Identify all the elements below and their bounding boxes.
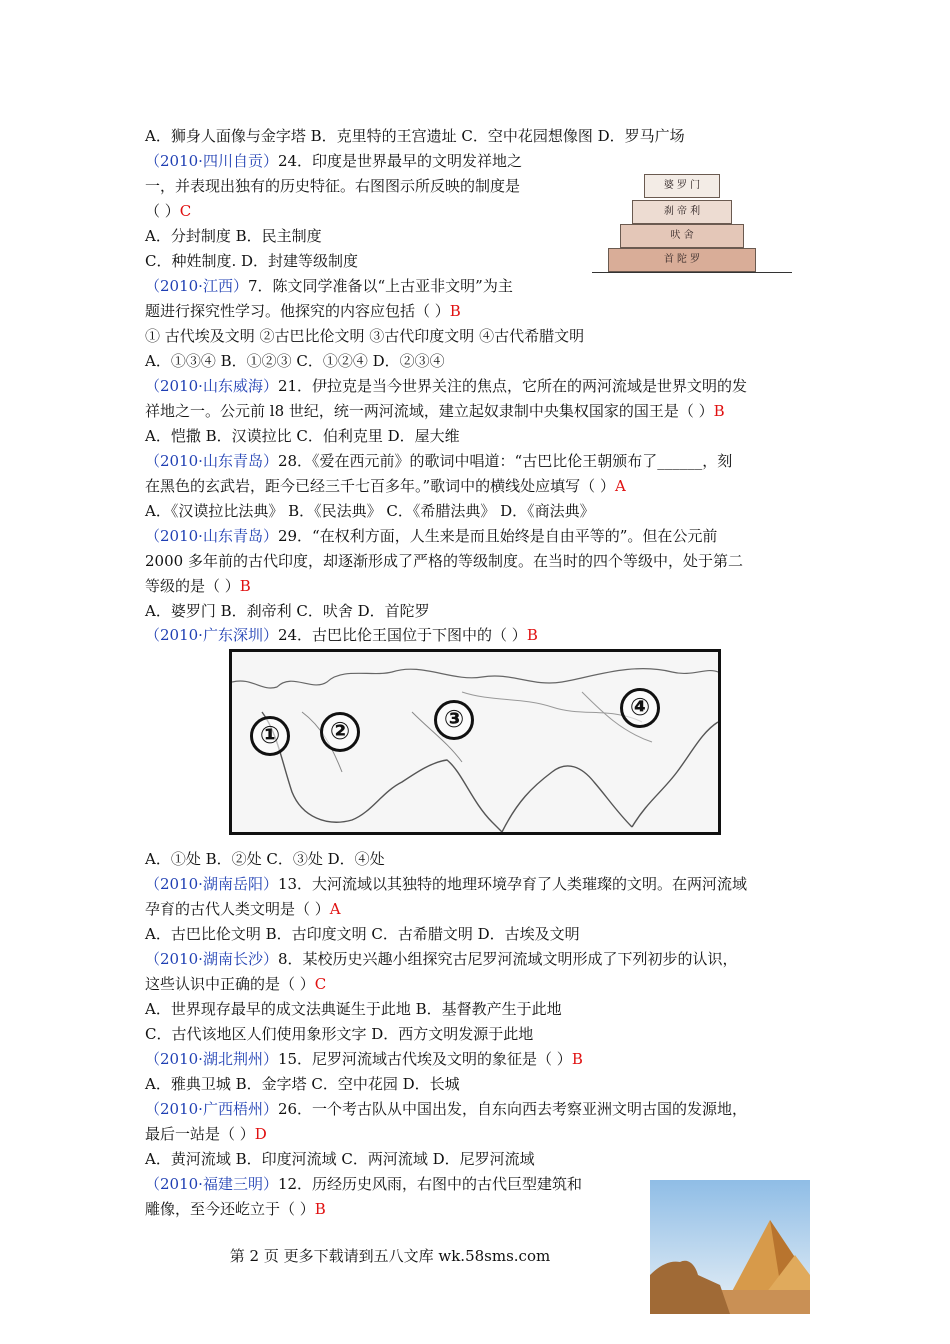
answer-key: B bbox=[713, 402, 725, 420]
question-text-segment: A．①处 B．②处 C．③处 D．④处 bbox=[145, 850, 385, 868]
text-line bbox=[145, 225, 322, 247]
question-text-segment: 7．陈文同学准备以“上古亚非文明”为主 bbox=[247, 277, 513, 295]
text-line bbox=[145, 1048, 583, 1070]
text-line bbox=[145, 175, 520, 197]
map-marker-2: ② bbox=[320, 712, 360, 752]
question-text-segment: 孕育的古代人类文明是（ ） bbox=[145, 900, 330, 918]
text-line bbox=[145, 250, 358, 272]
text-line bbox=[145, 425, 460, 447]
question-text-segment: 一，并表现出独有的历史特征。右图图示所反映的制度是 bbox=[145, 177, 521, 195]
question-text-segment: 13．大河流域以其独特的地理环境孕育了人类璀璨的文明。在两河流域 bbox=[277, 875, 748, 893]
question-text-segment: 12．历经历史风雨，右图中的古代巨型建筑和 bbox=[277, 1175, 583, 1193]
text-line bbox=[145, 624, 538, 646]
question-text-segment: 题进行探究性学习。他探究的内容应包括（ ） bbox=[145, 302, 450, 320]
question-text-segment: 21．伊拉克是当今世界关注的焦点，它所在的两河流域是世界文明的发 bbox=[277, 377, 748, 395]
question-text-segment: A．古巴比伦文明 B．古印度文明 C．古希腊文明 D．古埃及文明 bbox=[145, 925, 580, 943]
question-source: （2010·广西梧州） bbox=[145, 1100, 278, 1118]
text-line bbox=[145, 848, 385, 870]
answer-key: B bbox=[239, 577, 251, 595]
question-source: （2010·湖南岳阳） bbox=[145, 875, 278, 893]
question-text-segment: 26．一个考古队从中国出发，自东向西去考察亚洲文明古国的发源地， bbox=[277, 1100, 748, 1118]
question-text-segment: A．恺撒 B．汉谟拉比 C．伯利克里 D．屋大维 bbox=[145, 427, 460, 445]
pyramid-tier-kshatriya: 刹 帝 利 bbox=[632, 200, 732, 224]
text-line bbox=[145, 550, 743, 572]
map-marker-3: ③ bbox=[434, 700, 474, 740]
text-line bbox=[145, 998, 562, 1020]
question-source: （2010·四川自贡） bbox=[145, 152, 278, 170]
pyramid-tier-vaishya: 吠 舍 bbox=[620, 224, 744, 248]
text-line bbox=[145, 1098, 747, 1120]
text-line bbox=[145, 1148, 535, 1170]
question-text-segment: 在黑色的玄武岩，距今已经三千七百多年。”歌词中的横线处应填写（ ） bbox=[145, 477, 615, 495]
text-line bbox=[145, 873, 747, 895]
question-text-segment: 祥地之一。公元前 l8 世纪，统一两河流域，建立起奴隶制中央集权国家的国王是（ ） bbox=[145, 402, 714, 420]
text-line bbox=[145, 525, 717, 547]
text-line bbox=[145, 125, 685, 147]
answer-key: B bbox=[449, 302, 461, 320]
question-source: （2010·山东威海） bbox=[145, 377, 278, 395]
map-marker-1: ① bbox=[250, 716, 290, 756]
text-line bbox=[145, 300, 461, 322]
caste-pyramid-figure bbox=[592, 172, 792, 276]
text-line bbox=[145, 1173, 582, 1195]
question-text-segment: C．古代该地区人们使用象形文字 D．西方文明发源于此地 bbox=[145, 1025, 534, 1043]
text-line bbox=[145, 600, 430, 622]
question-text-segment: A．狮身人面像与金字塔 B．克里特的王宫遗址 C．空中花园想像图 D．罗马广场 bbox=[145, 127, 685, 145]
answer-key: B bbox=[526, 626, 538, 644]
text-line bbox=[145, 450, 732, 472]
question-source: （2010·江西） bbox=[145, 277, 248, 295]
question-text-segment: A．雅典卫城 B．金字塔 C．空中花园 D．长城 bbox=[145, 1075, 460, 1093]
question-text-segment: 24．印度是世界最早的文明发祥地之 bbox=[277, 152, 523, 170]
question-source: （2010·湖南长沙） bbox=[145, 950, 278, 968]
text-line bbox=[145, 475, 626, 497]
question-text-segment: A．《汉谟拉比法典》 B．《民法典》 C．《希腊法典》 D．《商法典》 bbox=[145, 502, 595, 520]
question-text-segment: 28．《爱在西元前》的歌词中唱道：“古巴比伦王朝颁布了______，刻 bbox=[277, 452, 733, 470]
text-line bbox=[145, 150, 522, 172]
question-text-segment: 8．某校历史兴趣小组探究古尼罗河流域文明形成了下列初步的认识， bbox=[277, 950, 738, 968]
answer-key: B bbox=[314, 1200, 326, 1218]
question-text-segment: 24．古巴比伦王国位于下图中的（ ） bbox=[277, 626, 527, 644]
question-text-segment: 29．“在权利方面，人生来是而且始终是自由平等的”。但在公元前 bbox=[277, 527, 718, 545]
map-marker-4: ④ bbox=[620, 688, 660, 728]
answer-key: A bbox=[614, 477, 626, 495]
question-text-segment: 这些认识中正确的是（ ） bbox=[145, 975, 315, 993]
text-line bbox=[145, 1023, 533, 1045]
question-text-segment: A．婆罗门 B．刹帝利 C．吠舍 D．首陀罗 bbox=[145, 602, 430, 620]
text-line bbox=[145, 200, 191, 222]
answer-key: D bbox=[254, 1125, 267, 1143]
text-line bbox=[145, 973, 326, 995]
answer-key: B bbox=[571, 1050, 583, 1068]
pyramid-tier-brahmin: 婆 罗 门 bbox=[644, 174, 720, 198]
question-source: （2010·山东青岛） bbox=[145, 527, 278, 545]
pyramid-tier-shudra: 首 陀 罗 bbox=[608, 248, 756, 272]
text-line bbox=[145, 1198, 326, 1220]
question-text-segment: 雕像，至今还屹立于（ ） bbox=[145, 1200, 315, 1218]
question-text-segment: A．黄河流域 B．印度河流域 C．两河流域 D．尼罗河流域 bbox=[145, 1150, 535, 1168]
text-line bbox=[145, 375, 747, 397]
question-text-segment: 最后一站是（ ） bbox=[145, 1125, 255, 1143]
answer-key: C bbox=[314, 975, 327, 993]
question-source: （2010·福建三明） bbox=[145, 1175, 278, 1193]
asia-map-figure bbox=[229, 649, 721, 835]
question-text-segment: C．种姓制度. D．封建等级制度 bbox=[145, 252, 359, 270]
answer-key: C bbox=[179, 202, 192, 220]
text-line bbox=[145, 400, 725, 422]
text-line bbox=[145, 948, 738, 970]
question-text-segment: 等级的是（ ） bbox=[145, 577, 240, 595]
text-line bbox=[145, 350, 445, 372]
text-line bbox=[145, 575, 251, 597]
answer-key: A bbox=[329, 900, 341, 918]
question-text-segment: A．分封制度 B．民主制度 bbox=[145, 227, 322, 245]
text-line bbox=[145, 923, 580, 945]
text-line bbox=[145, 325, 584, 347]
map-outline bbox=[232, 652, 718, 832]
text-line bbox=[145, 500, 595, 522]
question-text-segment: （ ） bbox=[145, 202, 180, 220]
question-text-segment: A．世界现存最早的成文法典诞生于此地 B．基督教产生于此地 bbox=[145, 1000, 562, 1018]
question-source: （2010·广东深圳） bbox=[145, 626, 278, 644]
text-line bbox=[145, 275, 513, 297]
question-text-segment: 2000 多年前的古代印度，却逐渐形成了严格的等级制度。在当时的四个等级中，处于第二 bbox=[145, 552, 743, 570]
question-text-segment: 15．尼罗河流域古代埃及文明的象征是（ ） bbox=[277, 1050, 572, 1068]
pyramid-baseline bbox=[592, 272, 792, 273]
question-source: （2010·山东青岛） bbox=[145, 452, 278, 470]
text-line bbox=[145, 1073, 460, 1095]
text-line bbox=[145, 898, 341, 920]
question-text-segment: ① 古代埃及文明 ②古巴比伦文明 ③古代印度文明 ④古代希腊文明 bbox=[145, 327, 585, 345]
text-line bbox=[145, 1123, 267, 1145]
page-footer: 第 2 页 更多下载请到五八文库 wk.58sms.com bbox=[229, 1247, 551, 1265]
question-source: （2010·湖北荆州） bbox=[145, 1050, 278, 1068]
question-text-segment: A．①③④ B．①②③ C．①②④ D．②③④ bbox=[145, 352, 445, 370]
